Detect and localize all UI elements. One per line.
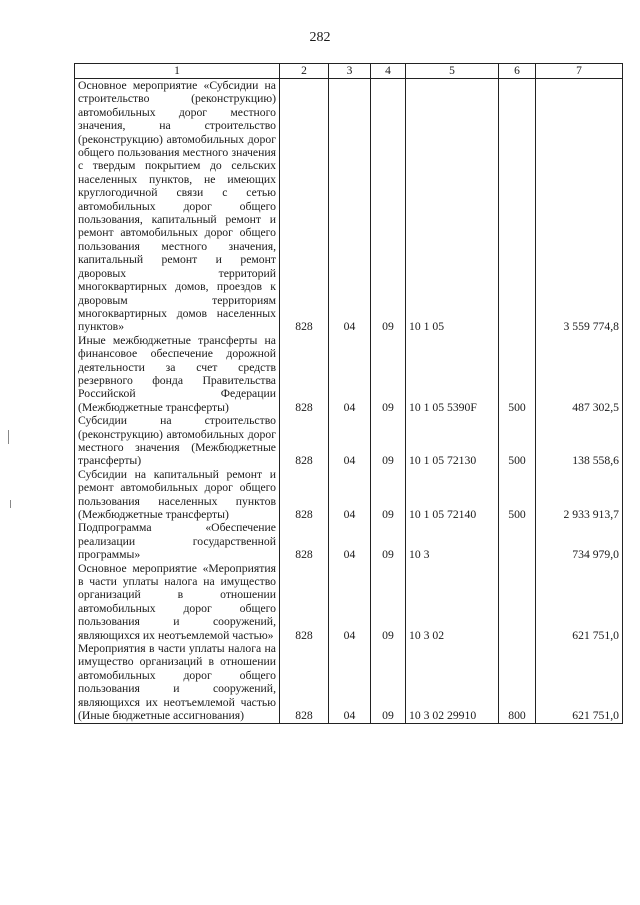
subsection-code: 09 [371,562,406,642]
target-code: 10 1 05 5390F [406,334,499,414]
section-code: 04 [329,562,371,642]
table-row [75,79,623,334]
column-header: 5 [406,64,499,79]
amount: 621 751,0 [536,562,623,642]
ministry-code: 828 [280,642,329,723]
row-name: Субсидии на капитальный ремонт и ремонт автомобильных дорог общего пользования населенных пунктов (Межбюджетные трансферты) [75,468,280,522]
table-row [75,642,623,723]
target-code: 10 1 05 72130 [406,414,499,468]
column-header: 6 [499,64,536,79]
amount: 487 302,5 [536,334,623,414]
expense-type-code: 500 [499,414,536,468]
scan-mark [10,500,11,508]
subsection-code: 09 [371,521,406,561]
target-code: 10 3 02 29910 [406,642,499,723]
column-header: 3 [329,64,371,79]
subsection-code: 09 [371,642,406,723]
expense-type-code [499,79,536,334]
section-code: 04 [329,642,371,723]
ministry-code: 828 [280,334,329,414]
column-header: 1 [75,64,280,79]
table-row [75,334,623,414]
section-code: 04 [329,521,371,561]
ministry-code: 828 [280,521,329,561]
amount: 621 751,0 [536,642,623,723]
row-name: Мероприятия в части уплаты налога на имущество организаций в отношении автомобильных дорог общего пользования и сооружений, являющихся их неотъемлемой частью (Иные бюджетные ассигнования) [75,642,280,723]
column-header: 2 [280,64,329,79]
expense-type-code: 800 [499,642,536,723]
row-name: Субсидии на строительство (реконструкцию) автомобильных дорог местного значения (Межбюджетные трансферты) [75,414,280,468]
ministry-code: 828 [280,562,329,642]
row-name: Основное мероприятие «Мероприятия в части уплаты налога на имущество организаций в отношении автомобильных дорог общего пользования и сооружений, являющихся их неотъемлемой частью» [75,562,280,642]
target-code: 10 3 02 [406,562,499,642]
column-header: 4 [371,64,406,79]
table-row [75,562,623,642]
ministry-code: 828 [280,79,329,334]
row-name: Подпрограмма «Обеспечение реализации государственной программы» [75,521,280,561]
subsection-code: 09 [371,468,406,522]
expense-type-code: 500 [499,468,536,522]
header-row [75,64,623,79]
subsection-code: 09 [371,79,406,334]
table-row [75,521,623,561]
amount: 734 979,0 [536,521,623,561]
row-name: Основное мероприятие «Субсидии на строительство (реконструкцию) автомобильных дорог местного значения, на строительство (реконструкцию) автомобильных дорог общего пользования местного значения с твердым покрытием до сельских населенных пунктов, не имеющих круглогодичной связи с сетью автомобильных дорог общего пользования, капитальный ремонт и ремонт автомобильных дорог общего пользования местного значения, капитальный ремонт и ремонт дворовых территорий многоквартирных домов, проездов к дворовым территориям многоквартирных домов населенных пунктов» [75,79,280,334]
section-code: 04 [329,414,371,468]
scan-mark [8,430,9,444]
ministry-code: 828 [280,414,329,468]
target-code: 10 1 05 72140 [406,468,499,522]
table-row [75,414,623,468]
budget-table [74,63,623,724]
ministry-code: 828 [280,468,329,522]
target-code: 10 3 [406,521,499,561]
section-code: 04 [329,79,371,334]
expense-type-code [499,521,536,561]
section-code: 04 [329,468,371,522]
expense-type-code: 500 [499,334,536,414]
table-row [75,468,623,522]
amount: 138 558,6 [536,414,623,468]
amount: 2 933 913,7 [536,468,623,522]
row-name: Иные межбюджетные трансферты на финансовое обеспечение дорожной деятельности за счет средств резервного фонда Правительства Российской Федерации (Межбюджетные трансферты) [75,334,280,414]
section-code: 04 [329,334,371,414]
target-code: 10 1 05 [406,79,499,334]
expense-type-code [499,562,536,642]
subsection-code: 09 [371,334,406,414]
amount: 3 559 774,8 [536,79,623,334]
page-number: 282 [309,30,331,45]
subsection-code: 09 [371,414,406,468]
column-header: 7 [536,64,623,79]
